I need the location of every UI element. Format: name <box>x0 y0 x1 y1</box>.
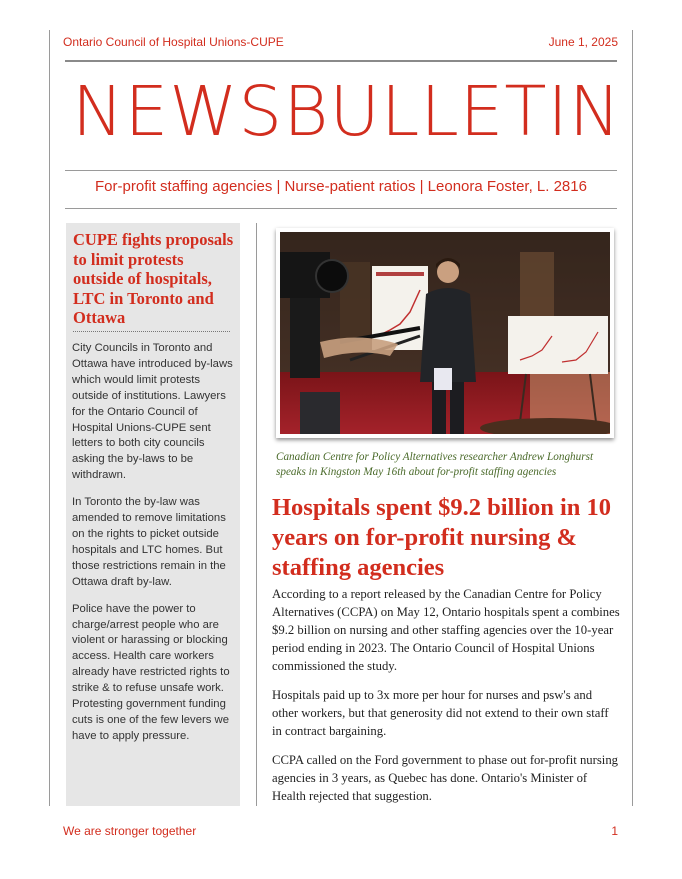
article-paragraph: According to a report released by the Canadian Centre for Policy Alternatives (CCPA) on May 12, Ontario hospitals spent a combines $9.2 billion on nursing and other staffing agencies over the 10-year period ending in 2023. The Ontario Council of Hospital Unions commissioned the study. <box>272 587 620 673</box>
masthead-title: NEWSBULLETIN <box>72 72 622 152</box>
right-margin-rule <box>632 30 633 806</box>
organization-name: Ontario Council of Hospital Unions-CUPE <box>63 35 284 49</box>
article-body <box>272 585 620 816</box>
masthead-top-rule <box>65 60 617 62</box>
press-conference-photo <box>280 232 610 434</box>
page-number: 1 <box>611 824 618 838</box>
photo-caption: Canadian Centre for Policy Alternatives researcher Andrew Longhurst speaks in Kingston May 16th about for-profit staffing agencies <box>276 451 594 478</box>
article-headline: Hospitals spent $9.2 billion in 10 years on for-profit nursing & staffing agencies <box>272 494 612 581</box>
sidebar-headline: CUPE fights proposals to limit protests outside of hospitals, LTC in Toronto and Ottawa <box>73 230 234 327</box>
article-paragraph: CCPA called on the Ford government to phase out for-profit nursing agencies in 3 years, as Quebec has done. Ontario's Minister of Health rejected that suggestion. <box>272 753 619 803</box>
article-paragraph: Hospitals paid up to 3x more per hour for nurses and psw's and other workers, but that generosity did not extend to their own staff in contract bargaining. <box>272 688 609 738</box>
column-divider <box>256 223 257 806</box>
subhead-rule <box>65 208 617 209</box>
sidebar-body <box>72 341 236 756</box>
article-photo <box>276 228 614 438</box>
sidebar-paragraph: Police have the power to charge/arrest people who are violent or harassing or blocking access. Health care workers already have restricted rights to strike & to refuse unsafe work. Protesting government funding cuts is one of the few levers we have to apply pressure. <box>72 602 230 742</box>
footer-slogan: We are stronger together <box>63 824 197 838</box>
sidebar-paragraph: City Councils in Toronto and Ottawa have introduced by-laws which would limit protests outside of institutions. Lawyers for the Ontario Council of Hospital Unions-CUPE sent letters to both city councils asking the by-laws to be withdrawn. <box>72 342 233 482</box>
sidebar-divider <box>73 331 230 332</box>
topics-subhead: For-profit staffing agencies | Nurse-patient ratios | Leonora Foster, L. 2816 <box>95 178 587 195</box>
issue-date: June 1, 2025 <box>548 35 618 49</box>
left-margin-rule <box>49 30 50 806</box>
masthead-bottom-rule <box>65 170 617 171</box>
sidebar-paragraph: In Toronto the by-law was amended to remove limitations on the rights to picket outside hospitals and LTC homes. But those restrictions remain in the Ottawa draft by-law. <box>72 496 226 588</box>
